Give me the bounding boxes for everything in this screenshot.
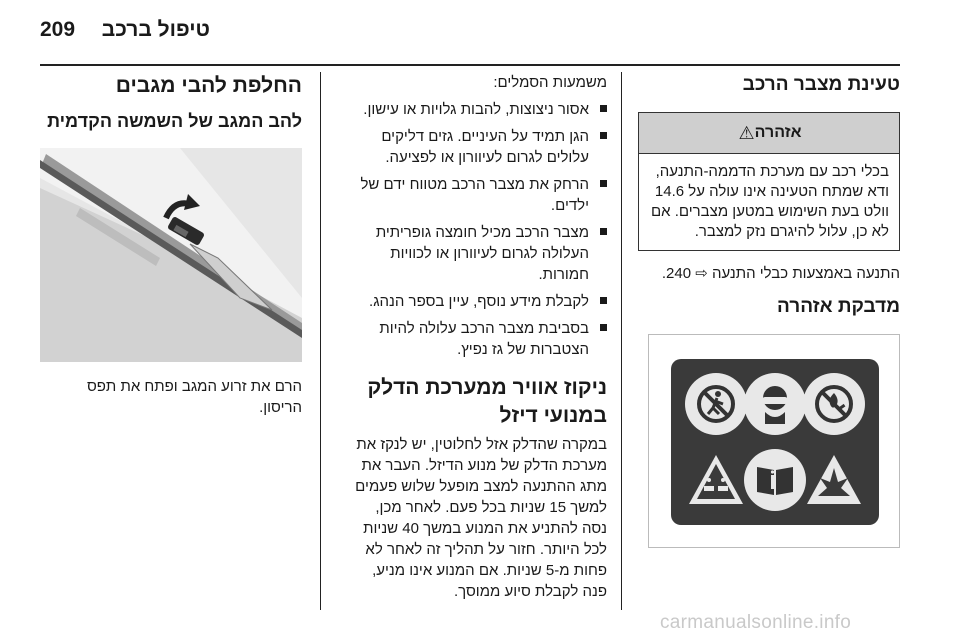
symbols-intro: משמעות הסמלים: — [493, 74, 607, 91]
wiper-arm-illustration — [40, 148, 302, 362]
wiper-photo — [40, 148, 302, 362]
section-heading-wiper-replacement: החלפת להבי מגבים — [115, 74, 302, 97]
manual-icon — [744, 449, 806, 511]
section-heading-diesel-bleeding: ניקוז אוויר ממערכת הדלק במנועי דיזל — [367, 376, 607, 427]
bullet-square-icon — [600, 324, 607, 331]
warning-header — [639, 113, 899, 154]
warning-triangle-icon: ⚠ — [738, 122, 755, 143]
bullet-square-icon — [600, 132, 607, 139]
symbols-list — [351, 99, 607, 360]
page-number: 209 — [40, 18, 76, 41]
warning-text: בכלי רכב עם מערכת הדממה-התנעה, ודא שמתח הטעינה אינו עולה על 14.6 וולט בעת השימוש במטען מצברים. אם לא כן, עלול להיגרם נזק למצבר. — [650, 163, 889, 240]
no-fire-icon — [803, 373, 865, 435]
section-heading-warning-sticker: מדבקת אזהרה — [777, 296, 900, 317]
bullet-square-icon — [600, 228, 607, 235]
subheading-windscreen-wiper: להב המגב של השמשה הקדמית — [47, 111, 302, 131]
list-item: אסור ניצוצות, להבות גלויות או עישון. — [351, 99, 607, 120]
warning-label: אזהרה — [754, 124, 802, 141]
right-column — [638, 72, 900, 548]
warning-sticker — [671, 359, 879, 525]
watermark: carmanualsonline.info — [660, 612, 852, 633]
list-item: בסביבת מצבר הרכב עלולה להיות הצטברות של גז נפיץ. — [351, 318, 607, 360]
list-item: מצבר הרכב מכיל חומצה גופריתית העלולה לגרום לעיוורון או לכוויות חמורות. — [351, 222, 607, 285]
warning-sticker-figure — [648, 334, 900, 548]
keep-children-away-icon — [685, 373, 747, 435]
bullet-square-icon — [600, 297, 607, 304]
list-item: הגן תמיד על העיניים. גזים דליקים עלולים לגרום לעיוורון או לפציעה. — [351, 126, 607, 168]
header-rule — [40, 64, 900, 66]
eye-protection-icon — [744, 373, 806, 435]
page-title: טיפול ברכב — [101, 18, 210, 41]
left-column — [40, 72, 302, 418]
list-item: הרחק את מצבר הרכב מטווח ידם של ילדים. — [351, 174, 607, 216]
list-item: לקבלת מידע נוסף, עיין בספר הנהג. — [351, 291, 607, 312]
bullet-square-icon — [600, 180, 607, 187]
section-heading-battery-charging: טעינת מצבר הרכב — [742, 74, 900, 95]
bullet-square-icon — [600, 105, 607, 112]
diesel-bleeding-paragraph: במקרה שהדלק אזל לחלוטין, יש לנקז את מערכת הדלק של מנוע הדיזל. העבר את מתג ההתנעה למצב מופעל שלוש פעמים למשך 15 שניות בכל פעם. לאחר מכן, נסה להתניע את המנוע במשך 40 שניות לכל היותר. חזור על תהליך זה לאחר לא פחות מ-5 שניות. אם המנוע אינו מניע, פנה לקבלת סיוע ממוסך. — [355, 436, 607, 600]
acid-warning-icon — [685, 449, 747, 511]
cross-reference: התנעה באמצעות כבלי התנעה ⇨ 240. — [661, 265, 900, 282]
warning-box — [638, 112, 900, 251]
column-divider — [621, 72, 622, 610]
column-divider — [320, 72, 321, 610]
photo-caption: הרם את זרוע המגב ופתח את תפס הריסון. — [86, 378, 302, 416]
middle-column — [351, 72, 607, 602]
explosion-icon — [803, 449, 865, 511]
page-header — [40, 18, 900, 48]
